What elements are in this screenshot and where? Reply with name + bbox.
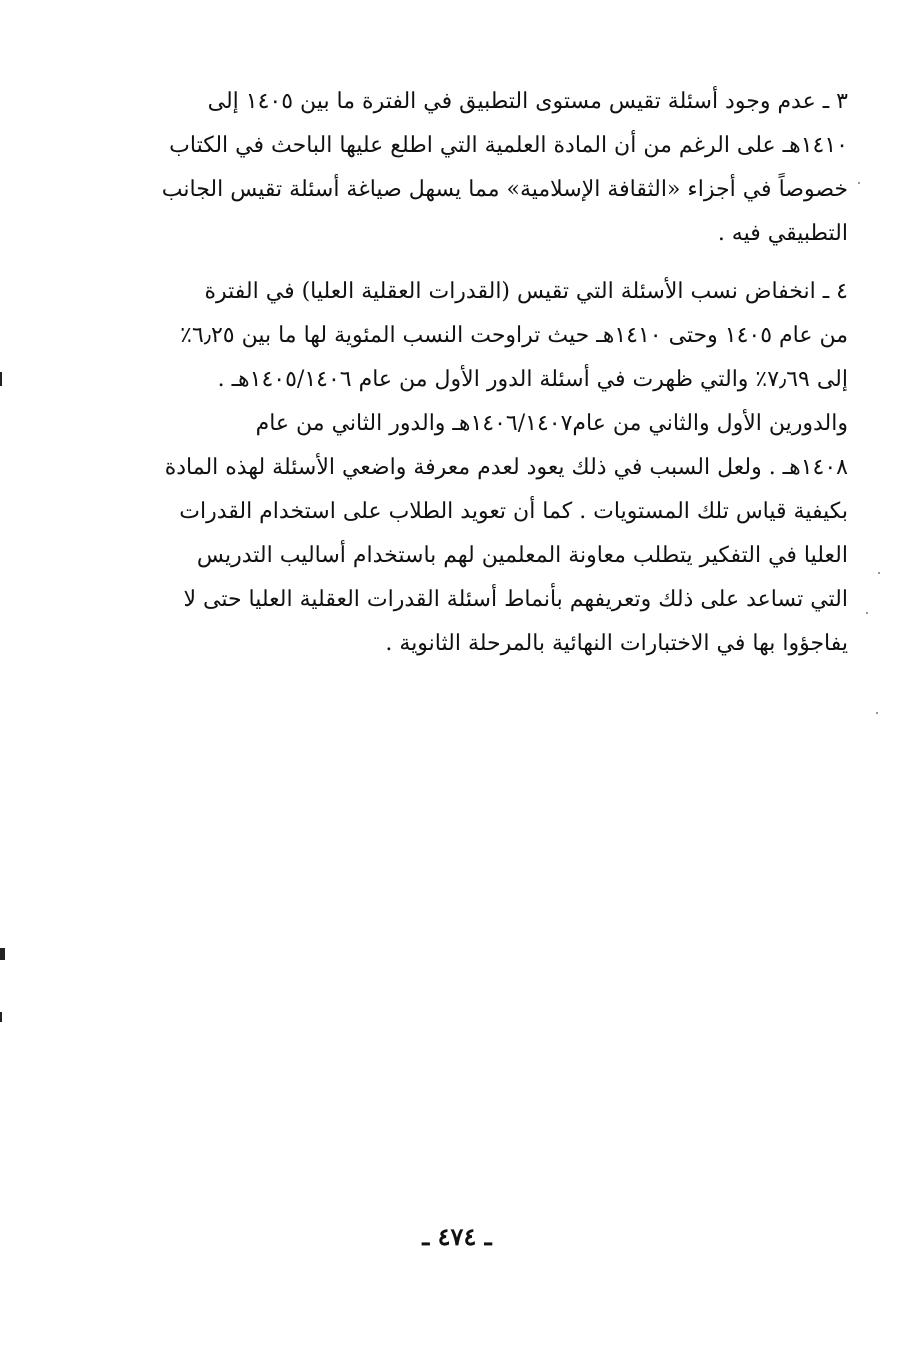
scan-speck	[866, 612, 868, 614]
text-line: إلى ٧٫٦٩٪ والتي ظهرت في أسئلة الدور الأول من عام ١٤٠٥/١٤٠٦هـ .	[217, 367, 848, 392]
scan-mark	[0, 948, 5, 960]
text-line: والدورين الأول والثاني من عام١٤٠٦/١٤٠٧هـ والدور الثاني من عام	[255, 411, 848, 436]
text-line: من عام ١٤٠٥ وحتى ١٤١٠هـ حيث تراوحت النسب المئوية لها ما بين ٦٫٢٥٪	[180, 323, 848, 348]
scan-speck	[878, 572, 880, 574]
text-line: ١٤٠٨هـ . ولعل السبب في ذلك يعود لعدم معرفة واضعي الأسئلة لهذه المادة	[164, 455, 848, 480]
text-line: ٣ ـ عدم وجود أسئلة تقيس مستوى التطبيق في الفترة ما بين ١٤٠٥ إلى	[207, 89, 848, 114]
scan-mark	[0, 372, 2, 386]
text-line: ٤ ـ انخفاض نسب الأسئلة التي تقيس (القدرات العقلية العليا) في الفترة	[204, 279, 848, 304]
page-number: ـ ٤٧٤ ـ	[422, 1222, 492, 1251]
text-line: التطبيقي فيه .	[717, 221, 848, 246]
paragraph-item-3	[132, 80, 848, 256]
text-line: العليا في التفكير يتطلب معاونة المعلمين لهم باستخدام أساليب التدريس	[196, 543, 848, 568]
scan-mark	[0, 1012, 2, 1022]
text-line: ١٤١٠هـ على الرغم من أن المادة العلمية التي اطلع عليها الباحث في الكتاب	[169, 133, 848, 158]
scan-speck	[876, 712, 878, 714]
text-line: يفاجؤوا بها في الاختبارات النهائية بالمرحلة الثانوية .	[385, 631, 848, 656]
text-line: بكيفية قياس تلك المستويات . كما أن تعويد الطلاب على استخدام القدرات	[179, 499, 848, 524]
paragraph-item-4	[132, 270, 848, 666]
text-line: خصوصاً في أجزاء «الثقافة الإسلامية» مما يسهل صياغة أسئلة تقيس الجانب	[161, 177, 848, 202]
scan-speck	[858, 182, 860, 184]
text-line: التي تساعد على ذلك وتعريفهم بأنماط أسئلة القدرات العقلية العليا حتى لا	[183, 587, 848, 612]
